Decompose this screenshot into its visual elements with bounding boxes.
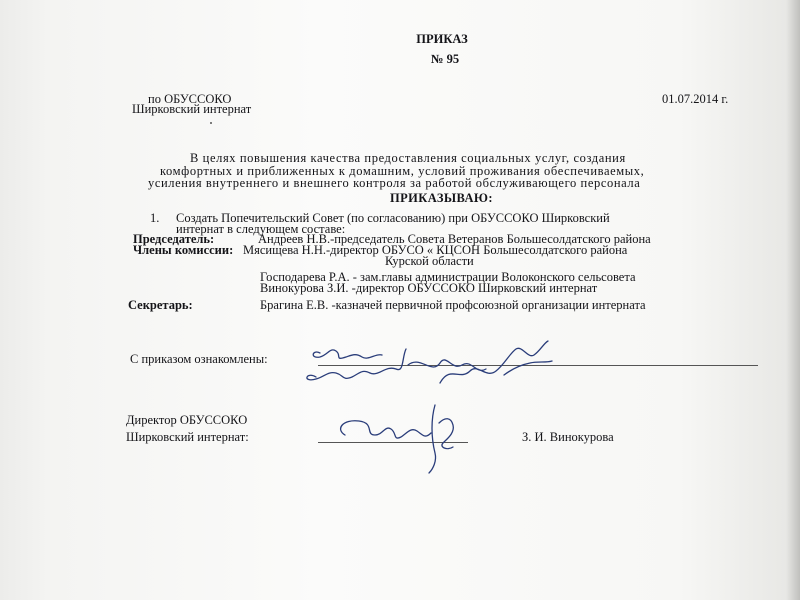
director-line-1: Директор ОБУССОКО [126,413,248,427]
acquaintance-signatures [290,335,560,395]
document-title: ПРИКАЗ [416,32,468,46]
member-line-2: Курской области [385,254,474,268]
order-date: 01.07.2014 г. [662,92,729,106]
order-keyword: ПРИКАЗЫВАЮ: [390,191,493,205]
member-line-3: Господарева Р.А. - зам.главы администрации Волоконского сельсовета [260,270,636,284]
director-line-2: Ширковский интернат: [126,430,249,444]
director-name: З. И. Винокурова [522,430,614,444]
organization-line-1: по ОБУССОКО [148,92,232,106]
preamble-line-2: комфортных и приближенных к домашним, условий проживания обеспечиваемых, [160,164,645,178]
chair-label: Председатель: [133,232,215,246]
item-1-line-1: Создать Попечительский Совет (по согласованию) при ОБУССОКО Ширковский [176,211,610,225]
organization-line-2: Ширковский интернат [132,102,252,116]
preamble-line-3: усиления внутреннего и внешнего контроля за работой обслуживающего персонала [148,176,641,190]
chair-text: Андреев Н.В.-председатель Совета Ветеранов Большесолдатского района [258,232,651,246]
scan-speck [210,122,212,124]
secretary-label: Секретарь: [128,298,193,312]
item-1-number: 1. [150,211,160,225]
secretary-text: Брагина Е.В. -казначей первичной профсоюзной организации интерната [260,298,646,312]
member-line-4: Винокурова З.И. -директор ОБУССОКО Ширковский интернат [260,281,598,295]
item-1-line-2: интернат в следующем составе: [176,222,346,236]
preamble-line-1: В целях повышения качества предоставления социальных услуг, создания [190,151,626,165]
member-line-1: Мясищева Н.Н.-директор ОБУСО « КЦСОН Большесолдатского района [243,243,628,257]
order-number: № 95 [430,52,460,66]
acquainted-label: С приказом ознакомлены: [130,352,268,366]
director-signature [335,395,485,475]
scan-shadow-edge [786,0,800,600]
members-label: Члены комиссии: [133,243,234,257]
